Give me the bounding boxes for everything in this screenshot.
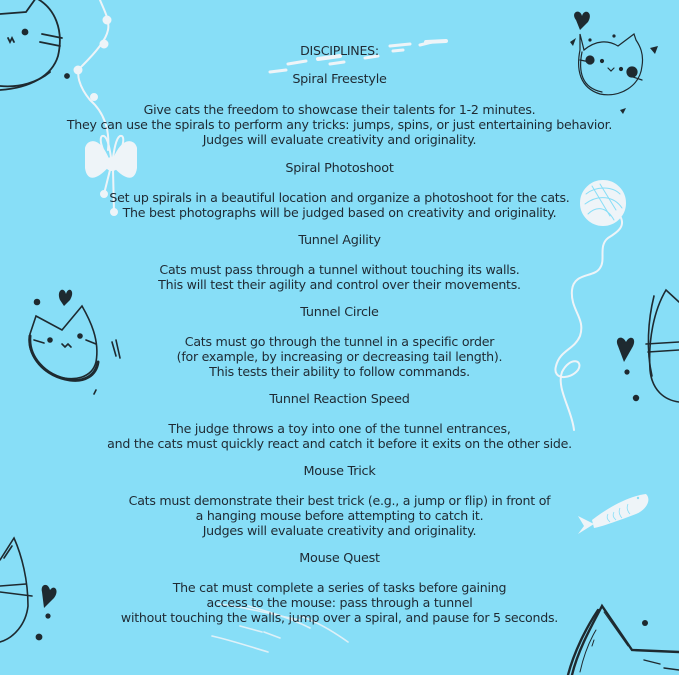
discipline-text-line: without touching the walls, jump over a spiral, and pause for 5 seconds. [120,610,559,625]
discipline-text-line: Cats must go through the tunnel in a specific order [184,334,495,349]
cat-face-hearts-top-right-icon [570,12,658,114]
discipline-text-line: Judges will evaluate creativity and originality. [202,523,477,538]
discipline-heading: Tunnel Reaction Speed [269,392,410,407]
discipline-text-line: Cats must demonstrate their best trick (e.g., a jump or flip) in front of [128,493,551,508]
discipline-text-line: This will test their agility and control over their movements. [158,277,521,292]
discipline-text-line: This tests their ability to follow commands. [209,364,470,379]
discipline-text-line: The cat must complete a series of tasks before gaining [172,580,507,595]
discipline-text-line: The best photographs will be judged based on creativity and originality. [122,205,557,220]
discipline-heading: Tunnel Circle [300,305,379,320]
discipline-heading: Spiral Freestyle [292,72,387,87]
page-title: DISCIPLINES: [300,43,379,58]
discipline-text-line: Cats must pass through a tunnel without touching its walls. [159,262,520,277]
discipline-heading: Spiral Photoshoot [285,161,394,176]
discipline-text-line: They can use the spirals to perform any tricks: jumps, spins, or just entertaining behavior. [66,117,613,132]
discipline-heading: Tunnel Agility [298,233,381,248]
discipline-text-line: The judge throws a toy into one of the tunnel entrances, [168,421,511,436]
discipline-text-line: access to the mouse: pass through a tunnel [206,595,473,610]
discipline-text-line: Set up spirals in a beautiful location and organize a photoshoot for the cats. [109,190,570,205]
discipline-text-line: (for example, by increasing or decreasing tail length). [176,349,503,364]
discipline-heading: Mouse Quest [299,551,380,566]
discipline-heading: Mouse Trick [303,464,376,479]
discipline-text-line: Give cats the freedom to showcase their talents for 1-2 minutes. [143,102,536,117]
discipline-text-line: and the cats must quickly react and catch it before it exits on the other side. [107,436,572,451]
discipline-text-line: Judges will evaluate creativity and originality. [202,132,477,147]
discipline-text-line: a hanging mouse before attempting to catch it. [195,508,484,523]
